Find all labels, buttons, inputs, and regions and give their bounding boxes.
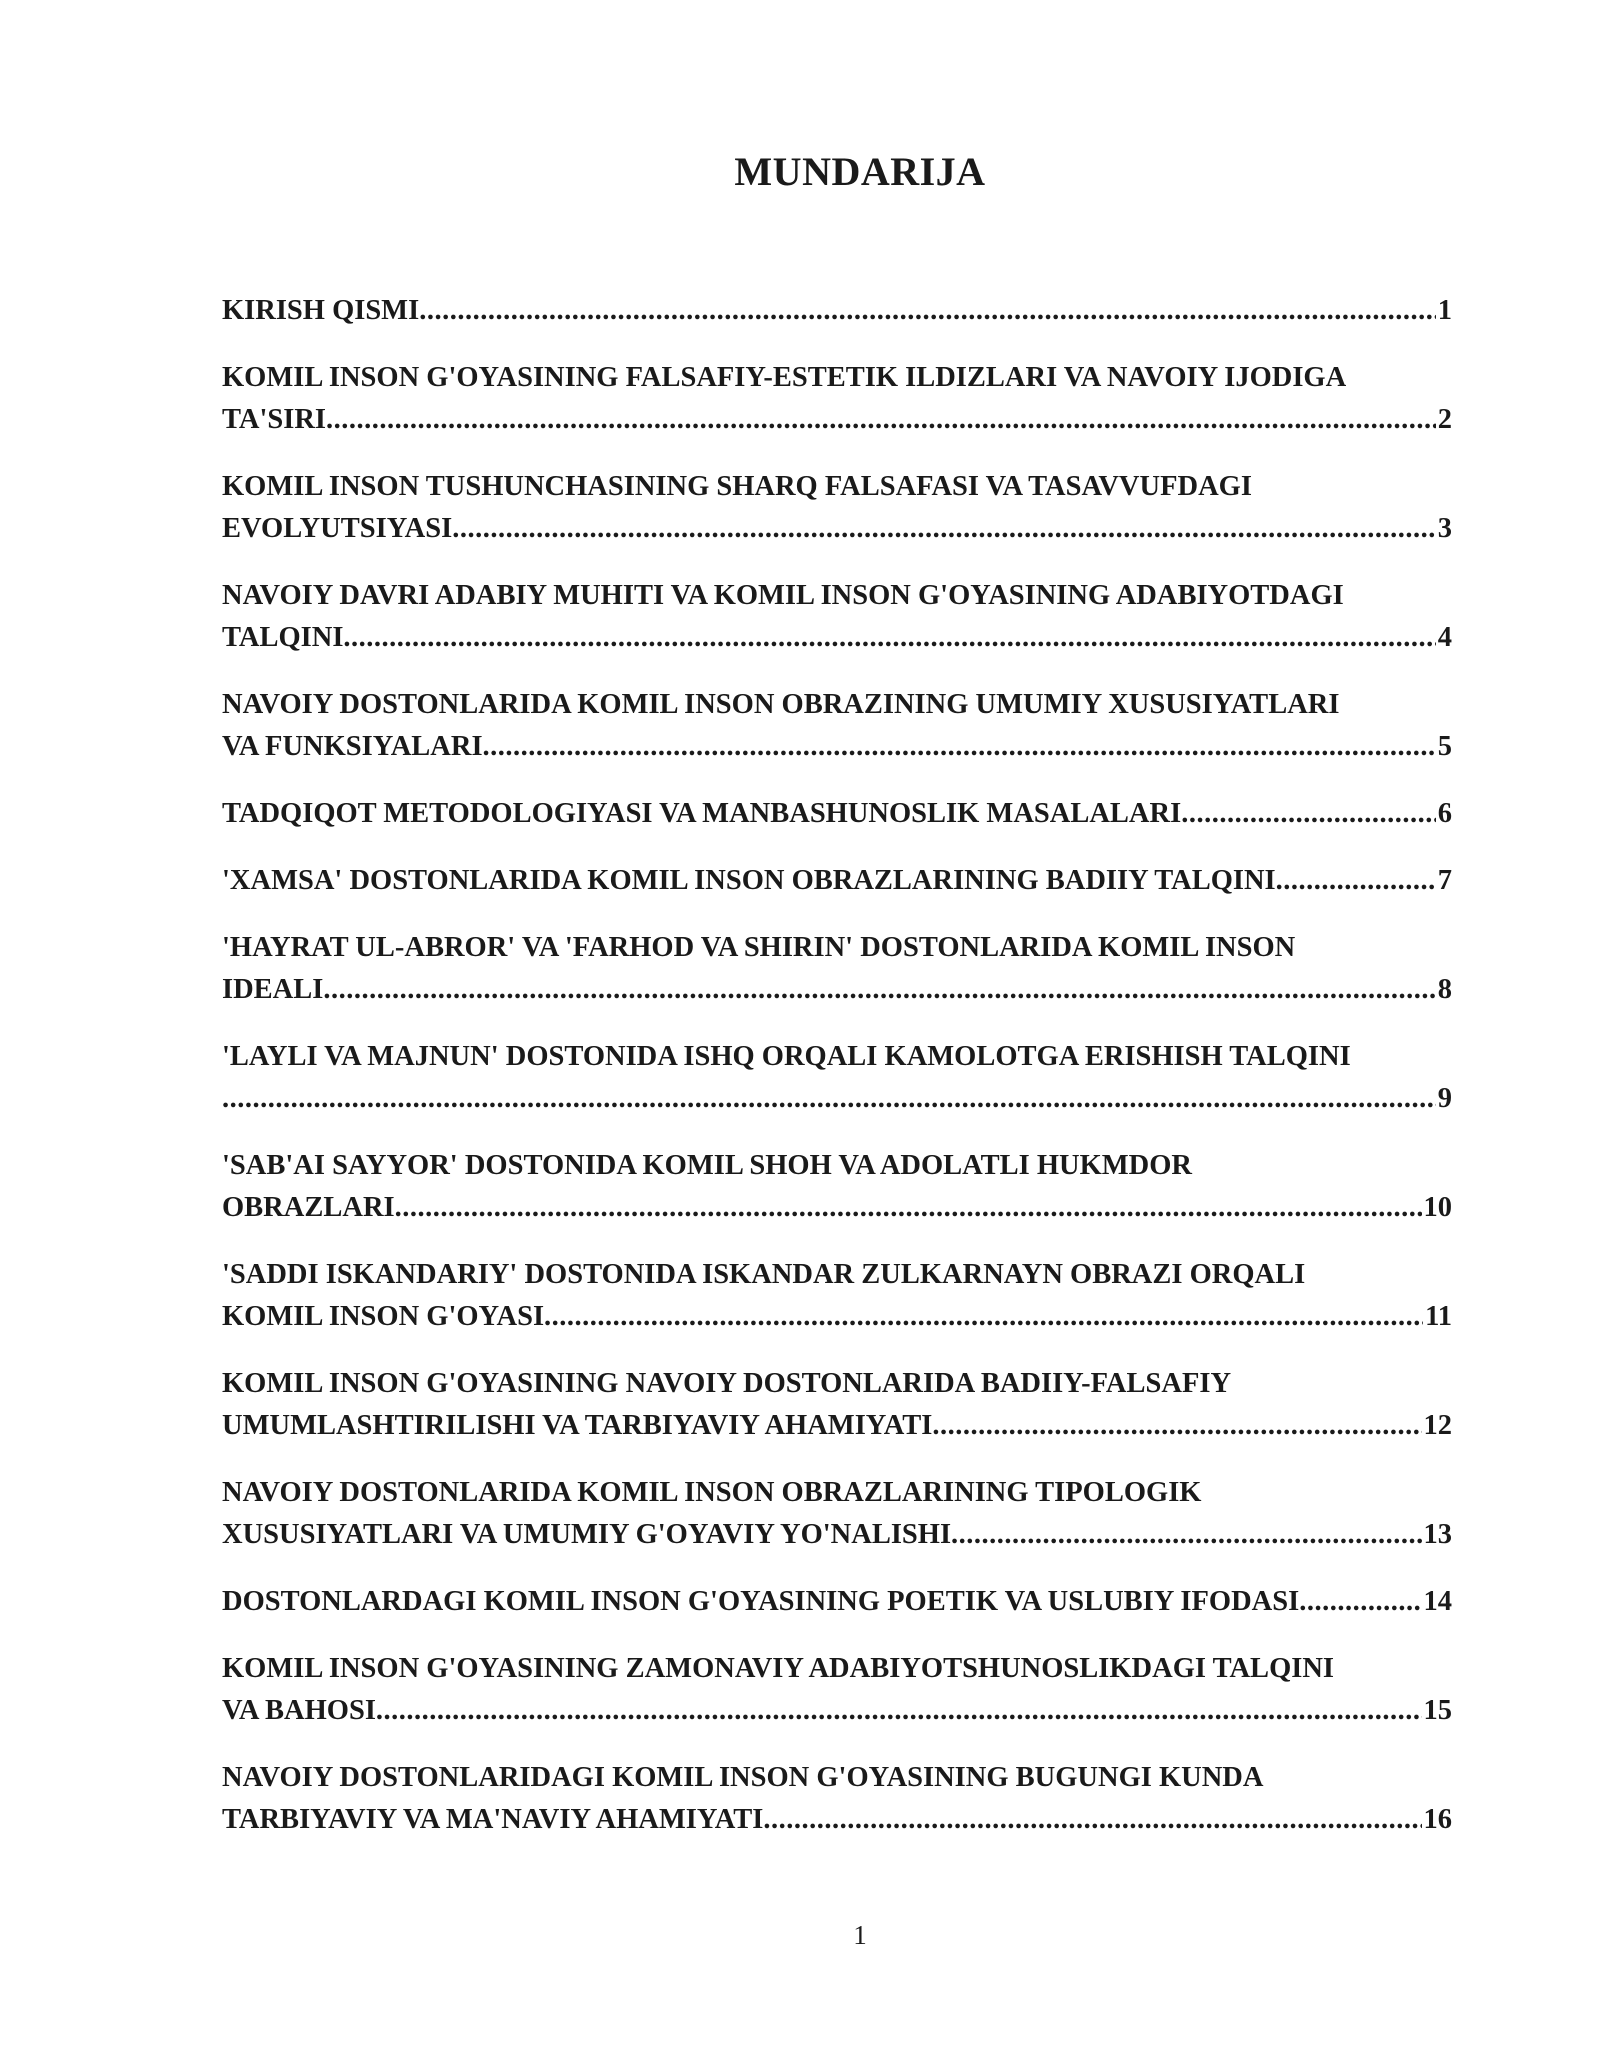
toc-entry[interactable]: [222, 1581, 1482, 1623]
toc-page-number: 16: [1423, 1804, 1452, 1835]
toc-entry-text-cont: TALQINI: [222, 622, 344, 653]
toc-entry[interactable]: [222, 290, 1482, 332]
toc-entry[interactable]: [222, 575, 1482, 659]
toc-page-number: 12: [1423, 1410, 1452, 1441]
toc-entry[interactable]: [222, 1145, 1482, 1229]
dot-leader: [419, 290, 1436, 332]
toc-page-number: 4: [1437, 622, 1452, 653]
toc-entry[interactable]: [222, 466, 1482, 550]
toc-entry-text-cont: VA BAHOSI: [222, 1695, 376, 1726]
toc-entry-text: DOSTONLARDAGI KOMIL INSON G'OYASINING POETIK VA USLUBIY IFODASI: [222, 1586, 1300, 1617]
toc-page-number: 9: [1437, 1083, 1452, 1114]
toc-page-number: 11: [1425, 1301, 1452, 1332]
toc-entry[interactable]: [222, 1648, 1482, 1732]
toc-entry-text: NAVOIY DAVRI ADABIY MUHITI VA KOMIL INSON G'OYASINING ADABIYOTDAGI: [222, 580, 1344, 611]
toc-entry-text: KOMIL INSON TUSHUNCHASINING SHARQ FALSAFASI VA TASAVVUFDAGI: [222, 471, 1252, 502]
toc-entry-text: TADQIQOT METODOLOGIYASI VA MANBASHUNOSLIK MASALALARI: [222, 798, 1182, 829]
table-of-contents: [222, 290, 1482, 1866]
toc-entry[interactable]: [222, 793, 1482, 835]
toc-entry-text-cont: TARBIYAVIY VA MA'NAVIY AHAMIYATI: [222, 1804, 764, 1835]
toc-entry-text-cont: TA'SIRI: [222, 404, 327, 435]
toc-entry-text: 'SAB'AI SAYYOR' DOSTONIDA KOMIL SHOH VA ADOLATLI HUKMDOR: [222, 1150, 1193, 1181]
toc-page-number: 10: [1423, 1192, 1452, 1223]
toc-entry[interactable]: [222, 684, 1482, 768]
toc-entry-text-cont: IDEALI: [222, 974, 324, 1005]
dot-leader: [1181, 793, 1436, 835]
toc-entry[interactable]: [222, 1472, 1482, 1556]
toc-page-number: 7: [1437, 865, 1452, 896]
dot-leader: [1276, 860, 1436, 902]
dot-leader: [323, 969, 1435, 1011]
toc-entry-text: NAVOIY DOSTONLARIDA KOMIL INSON OBRAZINING UMUMIY XUSUSIYATLARI: [222, 689, 1340, 720]
toc-entry-text: KOMIL INSON G'OYASINING NAVOIY DOSTONLARIDA BADIIY-FALSAFIY: [222, 1368, 1232, 1399]
toc-entry[interactable]: [222, 1363, 1482, 1447]
dot-leader: [395, 1187, 1422, 1229]
toc-entry-text: KIRISH QISMI: [222, 295, 420, 326]
toc-page-number: 14: [1423, 1586, 1452, 1617]
toc-entry-text: 'XAMSA' DOSTONLARIDA KOMIL INSON OBRAZLARINING BADIIY TALQINI: [222, 865, 1276, 896]
dot-leader: [951, 1514, 1421, 1556]
dot-leader: [763, 1799, 1421, 1841]
dot-leader: [452, 508, 1436, 550]
dot-leader: [1299, 1581, 1421, 1623]
page-number: 1: [853, 1920, 867, 1950]
toc-page-number: 5: [1437, 731, 1452, 762]
page-title: MUNDARIJA: [734, 149, 986, 194]
toc-entry[interactable]: [222, 1757, 1482, 1841]
toc-entry-text-cont: UMUMLASHTIRILISHI VA TARBIYAVIY AHAMIYATI: [222, 1410, 933, 1441]
toc-entry[interactable]: [222, 357, 1482, 441]
dot-leader: [932, 1405, 1421, 1447]
toc-page-number: 3: [1437, 513, 1452, 544]
dot-leader: [483, 726, 1436, 768]
toc-entry-text-cont: KOMIL INSON G'OYASI: [222, 1301, 545, 1332]
toc-entry[interactable]: [222, 860, 1482, 902]
dot-leader: [326, 399, 1436, 441]
toc-entry-text: 'SADDI ISKANDARIY' DOSTONIDA ISKANDAR ZULKARNAYN OBRAZI ORQALI: [222, 1259, 1306, 1290]
toc-entry-text: NAVOIY DOSTONLARIDAGI KOMIL INSON G'OYASINING BUGUNGI KUNDA: [222, 1762, 1264, 1793]
toc-entry[interactable]: [222, 1036, 1482, 1120]
dot-leader: [376, 1690, 1422, 1732]
toc-entry-text-cont: XUSUSIYATLARI VA UMUMIY G'OYAVIY YO'NALISHI: [222, 1519, 952, 1550]
toc-entry-text: NAVOIY DOSTONLARIDA KOMIL INSON OBRAZLARINING TIPOLOGIK: [222, 1477, 1202, 1508]
dot-leader: [544, 1296, 1423, 1338]
toc-page-number: 15: [1423, 1695, 1452, 1726]
dot-leader: [343, 617, 1435, 659]
toc-page-number: 8: [1437, 974, 1452, 1005]
toc-entry-text-cont: EVOLYUTSIYASI: [222, 513, 453, 544]
toc-entry-text: 'HAYRAT UL-ABROR' VA 'FARHOD VA SHIRIN' DOSTONLARIDA KOMIL INSON: [222, 932, 1296, 963]
toc-entry-text: KOMIL INSON G'OYASINING ZAMONAVIY ADABIYOTSHUNOSLIKDAGI TALQINI: [222, 1653, 1335, 1684]
toc-entry[interactable]: [222, 927, 1482, 1011]
dot-leader: [222, 1078, 1436, 1120]
toc-page-number: 1: [1437, 295, 1452, 326]
toc-page-number: 6: [1437, 798, 1452, 829]
toc-entry[interactable]: [222, 1254, 1482, 1338]
toc-entry-text-cont: OBRAZLARI: [222, 1192, 395, 1223]
toc-entry-text-cont: VA FUNKSIYALARI: [222, 731, 483, 762]
toc-page-number: 13: [1423, 1519, 1452, 1550]
toc-page-number: 2: [1437, 404, 1452, 435]
toc-entry-text: 'LAYLI VA MAJNUN' DOSTONIDA ISHQ ORQALI KAMOLOTGA ERISHISH TALQINI: [222, 1041, 1351, 1072]
toc-entry-text: KOMIL INSON G'OYASINING FALSAFIY-ESTETIK ILDIZLARI VA NAVOIY IJODIGA: [222, 362, 1347, 393]
